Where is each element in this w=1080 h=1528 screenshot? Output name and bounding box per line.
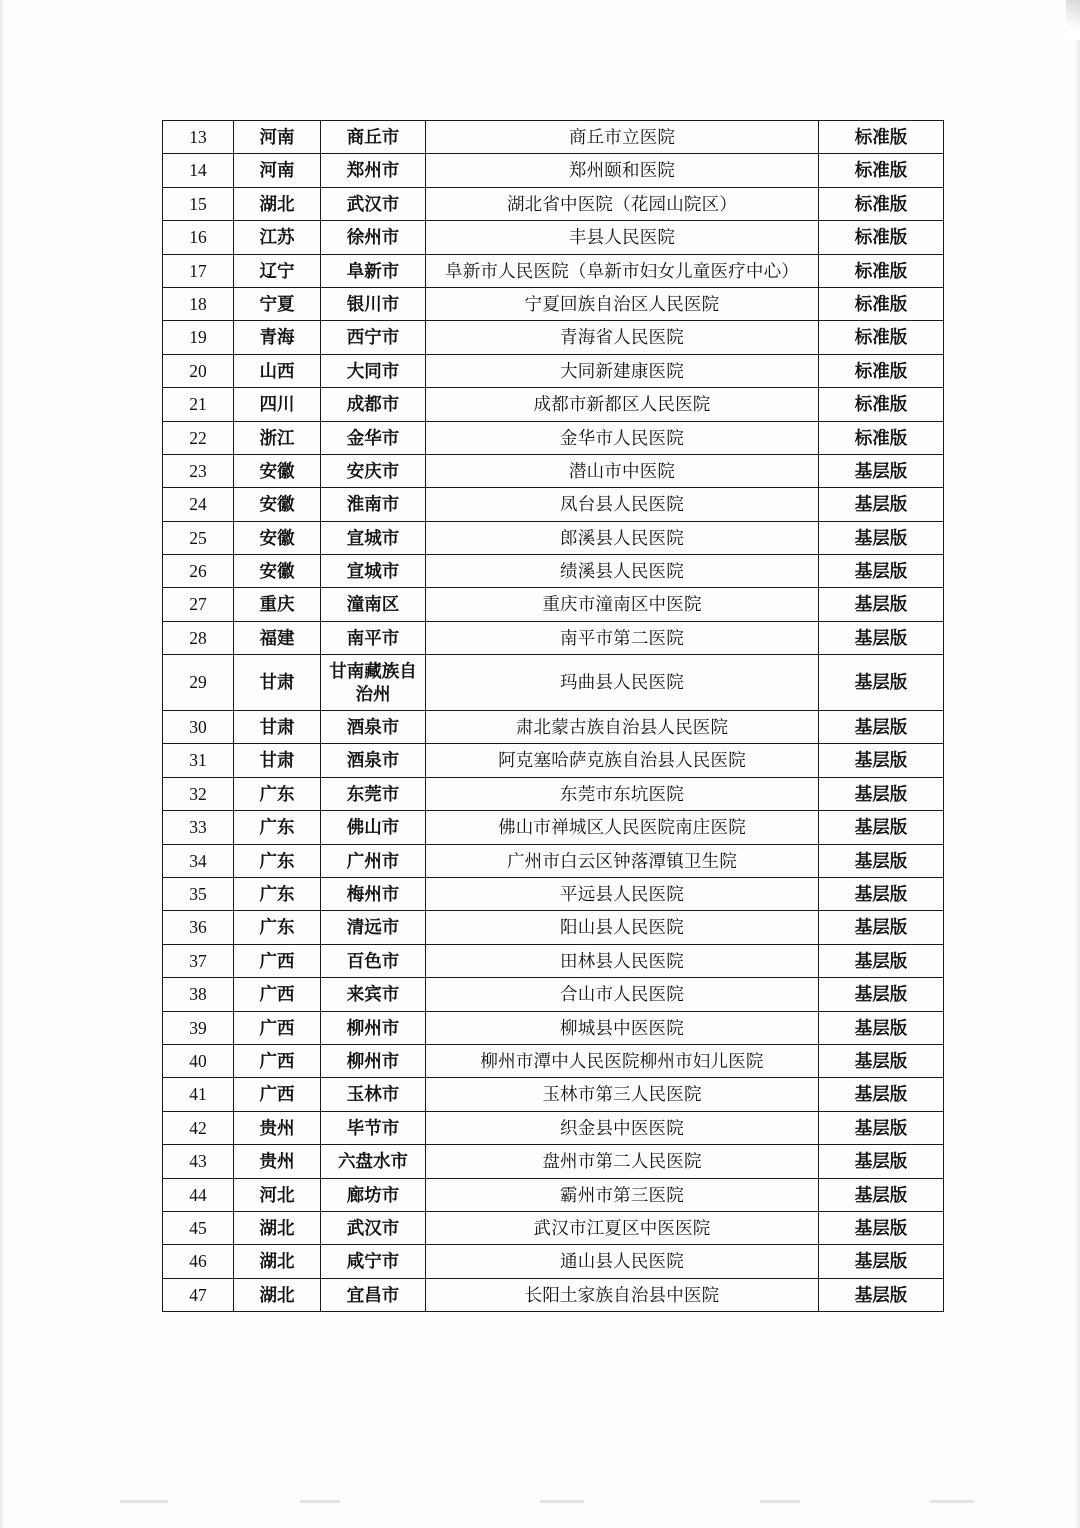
table-row — [163, 744, 944, 777]
cell-index: 36 — [163, 911, 234, 944]
cell-hospital-name: 东莞市东坑医院 — [426, 777, 819, 810]
cell-hospital-name: 盘州市第二人民医院 — [426, 1145, 819, 1178]
cell-province: 安徽 — [234, 555, 321, 588]
cell-hospital-name: 绩溪县人民医院 — [426, 555, 819, 588]
cell-city: 广州市 — [321, 844, 426, 877]
cell-version: 标准版 — [819, 287, 944, 320]
cell-province: 湖北 — [234, 1278, 321, 1311]
cell-hospital-name: 柳州市潭中人民医院柳州市妇儿医院 — [426, 1044, 819, 1077]
table-row — [163, 1211, 944, 1244]
table-row — [163, 488, 944, 521]
table-row — [163, 1044, 944, 1077]
table-row — [163, 944, 944, 977]
cell-province: 辽宁 — [234, 254, 321, 287]
cell-province: 河北 — [234, 1178, 321, 1211]
cell-city: 银川市 — [321, 287, 426, 320]
cell-hospital-name: 大同新建康医院 — [426, 354, 819, 387]
cell-version: 基层版 — [819, 777, 944, 810]
cell-city: 阜新市 — [321, 254, 426, 287]
cell-index: 43 — [163, 1145, 234, 1178]
cell-index: 23 — [163, 454, 234, 487]
cell-version: 基层版 — [819, 1278, 944, 1311]
cell-version: 基层版 — [819, 488, 944, 521]
cell-index: 45 — [163, 1211, 234, 1244]
cell-version: 标准版 — [819, 254, 944, 287]
cell-index: 21 — [163, 388, 234, 421]
cell-index: 40 — [163, 1044, 234, 1077]
cell-province: 甘肃 — [234, 711, 321, 744]
cell-province: 广东 — [234, 911, 321, 944]
cell-hospital-name: 肃北蒙古族自治县人民医院 — [426, 711, 819, 744]
cell-version: 基层版 — [819, 1078, 944, 1111]
cell-hospital-name: 金华市人民医院 — [426, 421, 819, 454]
cell-index: 33 — [163, 811, 234, 844]
cell-city: 廊坊市 — [321, 1178, 426, 1211]
cell-version: 基层版 — [819, 454, 944, 487]
cell-index: 30 — [163, 711, 234, 744]
cell-version: 基层版 — [819, 555, 944, 588]
cell-city: 成都市 — [321, 388, 426, 421]
cell-version: 标准版 — [819, 221, 944, 254]
cell-city: 甘南藏族自治州 — [321, 655, 426, 711]
cell-version: 标准版 — [819, 154, 944, 187]
cell-version: 基层版 — [819, 621, 944, 654]
cell-index: 16 — [163, 221, 234, 254]
cell-version: 基层版 — [819, 844, 944, 877]
cell-version: 基层版 — [819, 588, 944, 621]
cell-province: 贵州 — [234, 1145, 321, 1178]
table-row — [163, 1245, 944, 1278]
cell-hospital-name: 郎溪县人民医院 — [426, 521, 819, 554]
cell-hospital-name: 丰县人民医院 — [426, 221, 819, 254]
cell-hospital-name: 通山县人民医院 — [426, 1245, 819, 1278]
cell-city: 大同市 — [321, 354, 426, 387]
table-row — [163, 121, 944, 154]
cell-hospital-name: 阳山县人民医院 — [426, 911, 819, 944]
cell-index: 31 — [163, 744, 234, 777]
cell-hospital-name: 霸州市第三医院 — [426, 1178, 819, 1211]
cell-hospital-name: 阿克塞哈萨克族自治县人民医院 — [426, 744, 819, 777]
cell-province: 江苏 — [234, 221, 321, 254]
cell-province: 山西 — [234, 354, 321, 387]
cell-city: 徐州市 — [321, 221, 426, 254]
cell-hospital-name: 平远县人民医院 — [426, 877, 819, 910]
cell-hospital-name: 重庆市潼南区中医院 — [426, 588, 819, 621]
cell-version: 基层版 — [819, 1145, 944, 1178]
cell-city: 南平市 — [321, 621, 426, 654]
cell-version: 基层版 — [819, 978, 944, 1011]
cell-city: 梅州市 — [321, 877, 426, 910]
cell-city: 武汉市 — [321, 1211, 426, 1244]
cell-province: 宁夏 — [234, 287, 321, 320]
cell-hospital-name: 成都市新都区人民医院 — [426, 388, 819, 421]
cell-version: 基层版 — [819, 711, 944, 744]
cell-city: 东莞市 — [321, 777, 426, 810]
cell-city: 柳州市 — [321, 1011, 426, 1044]
cell-city: 金华市 — [321, 421, 426, 454]
cell-index: 28 — [163, 621, 234, 654]
cell-hospital-name: 湖北省中医院（花园山院区） — [426, 187, 819, 220]
table-row — [163, 877, 944, 910]
cell-province: 湖北 — [234, 187, 321, 220]
cell-version: 基层版 — [819, 521, 944, 554]
cell-version: 基层版 — [819, 1044, 944, 1077]
cell-hospital-name: 柳城县中医医院 — [426, 1011, 819, 1044]
cell-hospital-name: 凤台县人民医院 — [426, 488, 819, 521]
cell-city: 淮南市 — [321, 488, 426, 521]
cell-index: 37 — [163, 944, 234, 977]
cell-city: 武汉市 — [321, 187, 426, 220]
cell-version: 基层版 — [819, 811, 944, 844]
table-row — [163, 1011, 944, 1044]
cell-version: 标准版 — [819, 121, 944, 154]
cell-city: 宜昌市 — [321, 1278, 426, 1311]
hospital-list-table-body — [163, 121, 944, 1312]
cell-version: 基层版 — [819, 744, 944, 777]
table-row — [163, 454, 944, 487]
cell-hospital-name: 玉林市第三人民医院 — [426, 1078, 819, 1111]
cell-hospital-name: 田林县人民医院 — [426, 944, 819, 977]
cell-province: 安徽 — [234, 454, 321, 487]
cell-city: 六盘水市 — [321, 1145, 426, 1178]
table-row — [163, 711, 944, 744]
cell-index: 15 — [163, 187, 234, 220]
table-row — [163, 1145, 944, 1178]
cell-index: 17 — [163, 254, 234, 287]
cell-city: 西宁市 — [321, 321, 426, 354]
page-footer-artifacts — [0, 1500, 1080, 1510]
cell-city: 酒泉市 — [321, 711, 426, 744]
cell-province: 湖北 — [234, 1245, 321, 1278]
cell-version: 基层版 — [819, 1245, 944, 1278]
cell-index: 39 — [163, 1011, 234, 1044]
cell-version: 基层版 — [819, 1111, 944, 1144]
cell-index: 27 — [163, 588, 234, 621]
cell-province: 广西 — [234, 1011, 321, 1044]
cell-province: 安徽 — [234, 521, 321, 554]
cell-index: 14 — [163, 154, 234, 187]
cell-province: 四川 — [234, 388, 321, 421]
scan-corner-artifact — [1066, 0, 1080, 40]
cell-hospital-name: 武汉市江夏区中医医院 — [426, 1211, 819, 1244]
cell-province: 青海 — [234, 321, 321, 354]
table-row — [163, 321, 944, 354]
cell-province: 广东 — [234, 811, 321, 844]
cell-version: 标准版 — [819, 354, 944, 387]
cell-hospital-name: 佛山市禅城区人民医院南庄医院 — [426, 811, 819, 844]
table-row — [163, 811, 944, 844]
cell-province: 河南 — [234, 154, 321, 187]
table-row — [163, 287, 944, 320]
cell-version: 基层版 — [819, 1211, 944, 1244]
table-row — [163, 588, 944, 621]
cell-index: 41 — [163, 1078, 234, 1111]
scan-edge-left — [0, 0, 6, 1528]
cell-index: 47 — [163, 1278, 234, 1311]
cell-city: 清远市 — [321, 911, 426, 944]
table-row — [163, 221, 944, 254]
cell-hospital-name: 长阳土家族自治县中医院 — [426, 1278, 819, 1311]
cell-index: 44 — [163, 1178, 234, 1211]
cell-index: 25 — [163, 521, 234, 554]
cell-hospital-name: 商丘市立医院 — [426, 121, 819, 154]
table-row — [163, 1178, 944, 1211]
hospital-list-table — [162, 120, 944, 1312]
cell-version: 基层版 — [819, 655, 944, 711]
table-row — [163, 777, 944, 810]
table-row — [163, 388, 944, 421]
table-row — [163, 154, 944, 187]
cell-province: 贵州 — [234, 1111, 321, 1144]
table-row — [163, 254, 944, 287]
cell-index: 38 — [163, 978, 234, 1011]
cell-city: 来宾市 — [321, 978, 426, 1011]
cell-province: 安徽 — [234, 488, 321, 521]
table-row — [163, 354, 944, 387]
cell-hospital-name: 合山市人民医院 — [426, 978, 819, 1011]
cell-index: 19 — [163, 321, 234, 354]
cell-hospital-name: 广州市白云区钟落潭镇卫生院 — [426, 844, 819, 877]
cell-version: 标准版 — [819, 421, 944, 454]
cell-index: 42 — [163, 1111, 234, 1144]
cell-index: 22 — [163, 421, 234, 454]
table-row — [163, 621, 944, 654]
cell-version: 基层版 — [819, 911, 944, 944]
table-row — [163, 521, 944, 554]
cell-province: 甘肃 — [234, 655, 321, 711]
scan-edge-right — [1074, 0, 1080, 1528]
cell-city: 毕节市 — [321, 1111, 426, 1144]
cell-province: 广西 — [234, 978, 321, 1011]
cell-province: 广东 — [234, 877, 321, 910]
table-row — [163, 1111, 944, 1144]
cell-hospital-name: 宁夏回族自治区人民医院 — [426, 287, 819, 320]
table-row — [163, 421, 944, 454]
cell-province: 广西 — [234, 944, 321, 977]
cell-city: 商丘市 — [321, 121, 426, 154]
cell-version: 标准版 — [819, 388, 944, 421]
table-row — [163, 555, 944, 588]
cell-version: 标准版 — [819, 321, 944, 354]
cell-hospital-name: 织金县中医医院 — [426, 1111, 819, 1144]
cell-index: 29 — [163, 655, 234, 711]
cell-index: 32 — [163, 777, 234, 810]
cell-index: 34 — [163, 844, 234, 877]
cell-hospital-name: 青海省人民医院 — [426, 321, 819, 354]
cell-province: 浙江 — [234, 421, 321, 454]
cell-city: 咸宁市 — [321, 1245, 426, 1278]
cell-version: 基层版 — [819, 877, 944, 910]
table-row — [163, 1278, 944, 1311]
cell-city: 宣城市 — [321, 521, 426, 554]
cell-index: 18 — [163, 287, 234, 320]
cell-index: 46 — [163, 1245, 234, 1278]
cell-city: 潼南区 — [321, 588, 426, 621]
cell-hospital-name: 郑州颐和医院 — [426, 154, 819, 187]
cell-index: 24 — [163, 488, 234, 521]
table-row — [163, 1078, 944, 1111]
cell-province: 湖北 — [234, 1211, 321, 1244]
cell-hospital-name: 南平市第二医院 — [426, 621, 819, 654]
cell-province: 广东 — [234, 844, 321, 877]
cell-province: 广西 — [234, 1044, 321, 1077]
cell-version: 标准版 — [819, 187, 944, 220]
cell-province: 福建 — [234, 621, 321, 654]
cell-city: 郑州市 — [321, 154, 426, 187]
cell-version: 基层版 — [819, 944, 944, 977]
cell-hospital-name: 玛曲县人民医院 — [426, 655, 819, 711]
cell-city: 百色市 — [321, 944, 426, 977]
table-row — [163, 187, 944, 220]
table-row — [163, 655, 944, 711]
hospital-list-table-wrapper — [162, 120, 918, 1312]
cell-province: 广东 — [234, 777, 321, 810]
cell-index: 35 — [163, 877, 234, 910]
cell-province: 重庆 — [234, 588, 321, 621]
cell-index: 26 — [163, 555, 234, 588]
table-row — [163, 978, 944, 1011]
cell-hospital-name: 潜山市中医院 — [426, 454, 819, 487]
cell-province: 广西 — [234, 1078, 321, 1111]
cell-index: 13 — [163, 121, 234, 154]
cell-version: 基层版 — [819, 1178, 944, 1211]
cell-city: 柳州市 — [321, 1044, 426, 1077]
cell-hospital-name: 阜新市人民医院（阜新市妇女儿童医疗中心） — [426, 254, 819, 287]
cell-version: 基层版 — [819, 1011, 944, 1044]
cell-city: 宣城市 — [321, 555, 426, 588]
table-row — [163, 844, 944, 877]
cell-city: 佛山市 — [321, 811, 426, 844]
table-row — [163, 911, 944, 944]
cell-city: 玉林市 — [321, 1078, 426, 1111]
cell-city: 酒泉市 — [321, 744, 426, 777]
cell-index: 20 — [163, 354, 234, 387]
cell-province: 甘肃 — [234, 744, 321, 777]
cell-province: 河南 — [234, 121, 321, 154]
cell-city: 安庆市 — [321, 454, 426, 487]
